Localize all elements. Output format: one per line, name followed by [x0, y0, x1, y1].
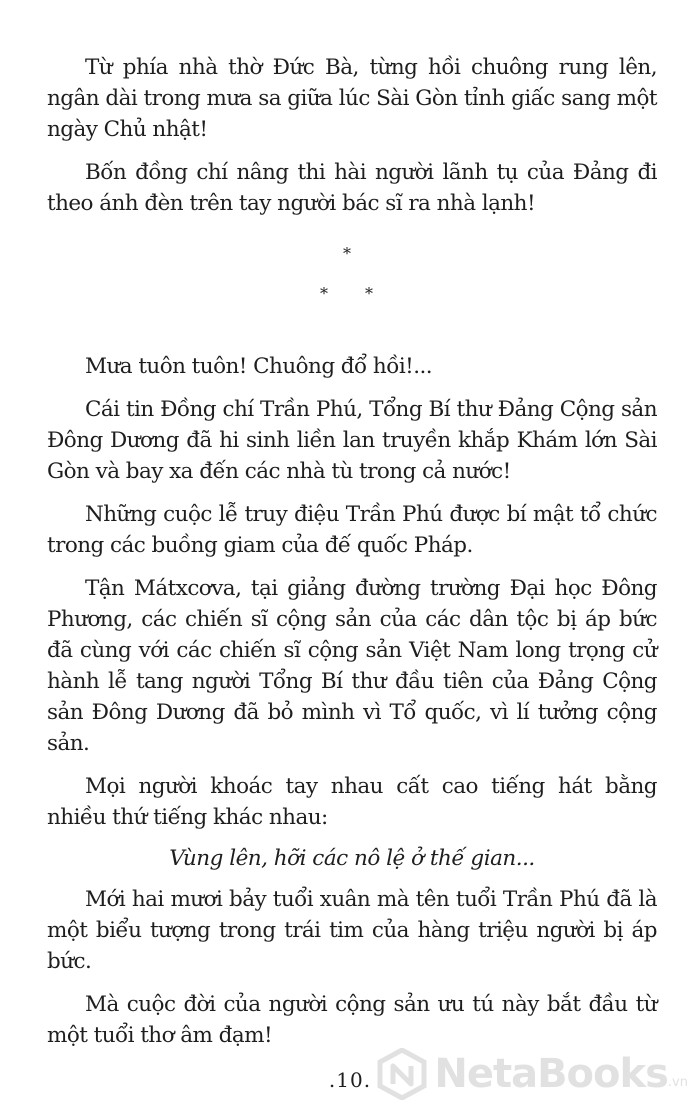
page-number: .10. — [328, 1068, 372, 1092]
verse-line: Vùng lên, hỡi các nô lệ ở thế gian... — [169, 846, 535, 871]
section-break-star: * — [343, 244, 351, 263]
paragraph: Bốn đồng chí nâng thi hài người lãnh tụ của Đảng đi theo ánh đèn trên tay người bác sĩ ra nhà lạnh! — [47, 160, 657, 216]
paragraph: Mới hai mươi bảy tuổi xuân mà tên tuổi Trần Phú đã là một biểu tượng trong trái tim của hàng triệu người bị áp bức. — [47, 887, 657, 974]
paragraph: Cái tin Đồng chí Trần Phú, Tổng Bí thư Đảng Cộng sản Đông Dương đã hi sinh liền lan truyền khắp Khám lớn Sài Gòn và bay xa đến các nhà tù trong cả nước! — [47, 397, 657, 484]
section-break — [47, 219, 657, 343]
paragraph: Mọi người khoác tay nhau cất cao tiếng hát bằng nhiều thứ tiếng khác nhau: — [47, 774, 657, 830]
watermark — [376, 1048, 688, 1100]
paragraph: Mưa tuôn tuôn! Chuông đổ hồi!... — [85, 354, 433, 379]
page-body — [47, 52, 657, 1051]
watermark-text: NetaBooks — [434, 1051, 668, 1097]
watermark-suffix: .vn — [667, 1075, 688, 1090]
paragraph: Từ phía nhà thờ Đức Bà, từng hồi chuông rung lên, ngân dài trong mưa sa giữa lúc Sài Gòn tỉnh giấc sang một ngày Chủ nhật! — [47, 55, 657, 142]
section-break-star: * — [320, 284, 328, 303]
paragraph: Mà cuộc đời của người cộng sản ưu tú này bắt đầu từ một tuổi thơ âm đạm! — [47, 992, 657, 1048]
paragraph: Những cuộc lễ truy điệu Trần Phú được bí mật tổ chức trong các buồng giam của đế quốc Pháp. — [47, 502, 657, 558]
netabooks-logo-icon — [376, 1048, 428, 1100]
section-break-star: * — [365, 284, 373, 303]
paragraph: Tận Mátxcơva, tại giảng đường trường Đại học Đông Phương, các chiến sĩ cộng sản của các dân tộc bị áp bức đã cùng với các chiến sĩ cộng sản Việt Nam long trọng cử hành lễ tang người Tổng Bí thư đầu tiên của Đảng Cộng sản Đông Dương đã bỏ mình vì Tổ quốc, vì lí tưởng cộng sản. — [47, 576, 657, 756]
